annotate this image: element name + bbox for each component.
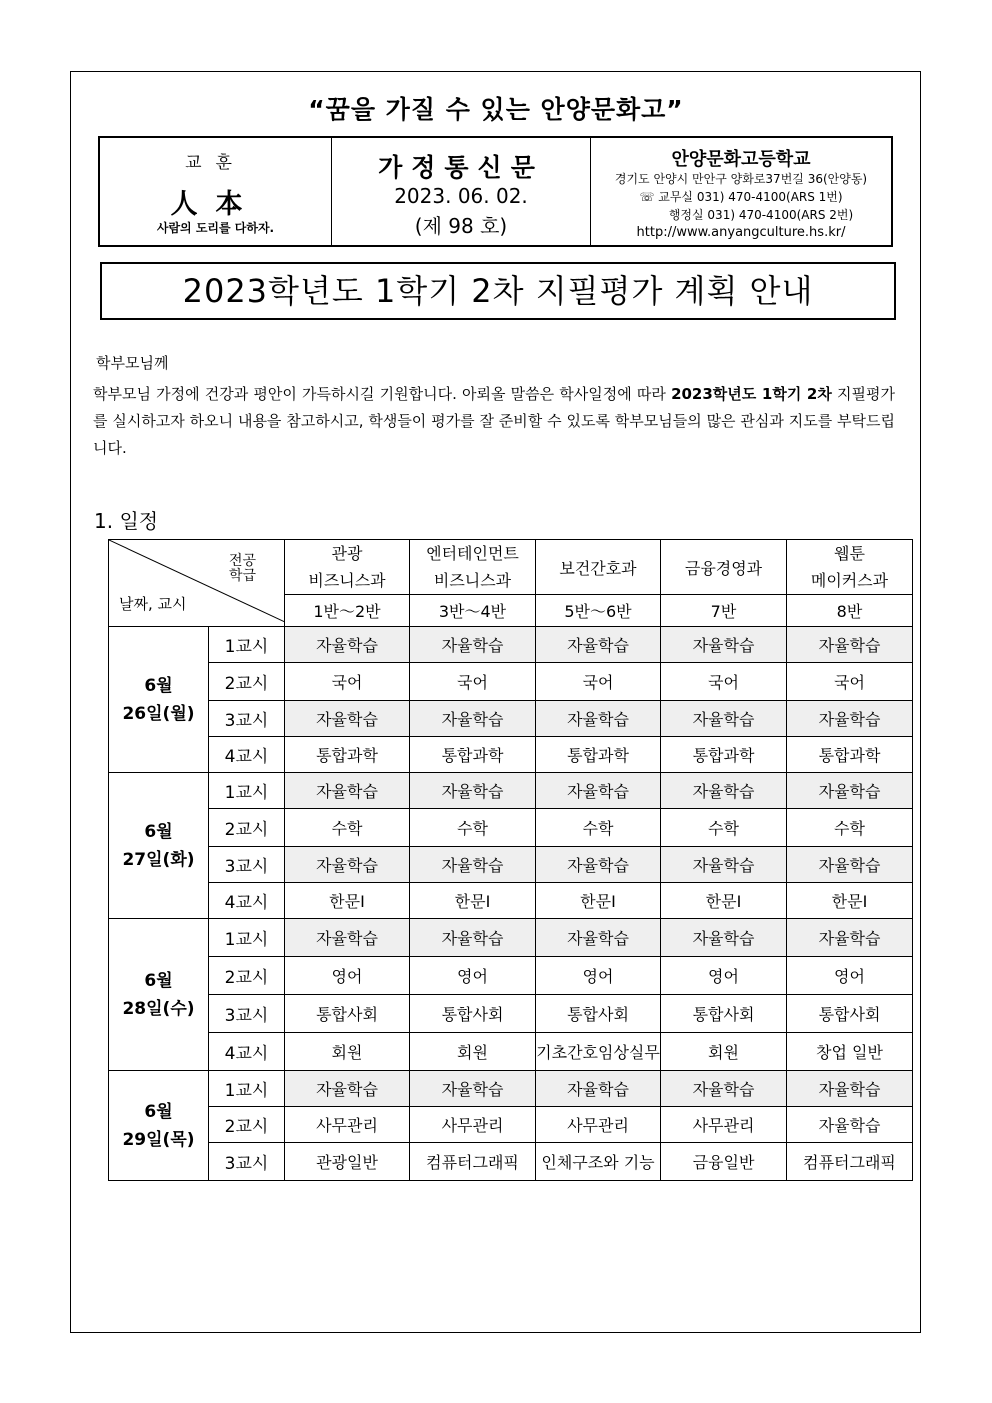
schedule-row <box>109 737 913 773</box>
major-name-line1: 엔터테인먼트 <box>426 544 519 563</box>
subject-cell: 자율학습 <box>285 773 410 809</box>
period-label: 4교시 <box>209 737 285 773</box>
table-corner-cell <box>109 540 285 627</box>
school-phone-office: ☏ 교무실 031) 470-4100(ARS 1번) <box>639 190 843 204</box>
exam-schedule-table <box>108 539 913 1181</box>
exam-date-cell <box>109 919 209 1071</box>
subject-cell: 자율학습 <box>787 773 913 809</box>
notice-block <box>332 138 591 245</box>
exam-day: 29일(목) <box>122 1129 195 1150</box>
schedule-row <box>109 773 913 809</box>
major-header-1 <box>285 540 410 595</box>
period-label: 3교시 <box>209 847 285 883</box>
motto-text: 人本 <box>170 189 261 220</box>
period-label: 3교시 <box>209 995 285 1033</box>
period-label: 2교시 <box>209 663 285 701</box>
school-name: 안양문화고등학교 <box>671 149 811 170</box>
notice-title: 가정통신문 <box>378 153 544 182</box>
subject-cell: 사무관리 <box>661 1107 787 1143</box>
subject-cell: 한문I <box>787 883 913 919</box>
period-label: 2교시 <box>209 809 285 847</box>
period-label: 3교시 <box>209 1143 285 1181</box>
exam-month: 6월 <box>144 1101 173 1122</box>
subject-cell: 자율학습 <box>661 773 787 809</box>
subject-cell: 통합과학 <box>285 737 410 773</box>
subject-cell: 컴퓨터그래픽 <box>787 1143 913 1181</box>
exam-day: 26일(월) <box>122 703 195 724</box>
exam-month: 6월 <box>144 821 173 842</box>
schedule-row <box>109 1033 913 1071</box>
notice-issue-number: (제 98 호) <box>414 214 508 238</box>
major-name-line1: 관광 <box>331 544 363 563</box>
subject-cell: 국어 <box>410 663 536 701</box>
subject-cell: 자율학습 <box>536 627 661 663</box>
subject-cell: 영어 <box>787 957 913 995</box>
subject-cell: 자율학습 <box>410 773 536 809</box>
schedule-row <box>109 919 913 957</box>
subject-cell: 컴퓨터그래픽 <box>410 1143 536 1181</box>
subject-cell: 자율학습 <box>536 1071 661 1107</box>
subject-cell: 자율학습 <box>536 773 661 809</box>
schedule-row <box>109 809 913 847</box>
subject-cell: 국어 <box>787 663 913 701</box>
period-label: 2교시 <box>209 957 285 995</box>
subject-cell: 자율학습 <box>787 1107 913 1143</box>
subject-cell: 수학 <box>787 809 913 847</box>
school-info-block <box>591 138 891 245</box>
school-contact <box>591 170 891 242</box>
subject-cell: 통합사회 <box>410 995 536 1033</box>
period-label: 1교시 <box>209 919 285 957</box>
subject-cell: 금융일반 <box>661 1143 787 1181</box>
subject-cell: 사무관리 <box>536 1107 661 1143</box>
schedule-row <box>109 1143 913 1181</box>
class-range-1: 1반～2반 <box>285 595 410 627</box>
intro-text-2: 지필평가를 실시하고자 하오니 내용을 참고하시고, 학생들이 평가를 잘 준비할 수 있도록 학부모님들의 많은 관심과 지도를 부탁드립니다. <box>93 385 896 457</box>
subject-cell: 자율학습 <box>410 847 536 883</box>
class-range-4: 7반 <box>661 595 787 627</box>
subject-cell: 수학 <box>410 809 536 847</box>
subject-cell: 영어 <box>536 957 661 995</box>
subject-cell: 자율학습 <box>285 1071 410 1107</box>
period-label: 4교시 <box>209 1033 285 1071</box>
subject-cell: 자율학습 <box>787 1071 913 1107</box>
period-label: 1교시 <box>209 627 285 663</box>
letter-header <box>98 136 893 247</box>
subject-cell: 자율학습 <box>661 701 787 737</box>
school-motto-block <box>100 138 332 245</box>
subject-cell: 통합과학 <box>787 737 913 773</box>
subject-cell: 통합사회 <box>536 995 661 1033</box>
exam-month: 6월 <box>144 675 173 696</box>
subject-cell: 자율학습 <box>661 1071 787 1107</box>
subject-cell: 국어 <box>536 663 661 701</box>
subject-cell: 창업 일반 <box>787 1033 913 1071</box>
subject-cell: 사무관리 <box>285 1107 410 1143</box>
subject-cell: 자율학습 <box>285 919 410 957</box>
exam-date-cell <box>109 773 209 919</box>
period-label: 2교시 <box>209 1107 285 1143</box>
exam-day: 28일(수) <box>122 998 195 1019</box>
subject-cell: 자율학습 <box>787 627 913 663</box>
subject-cell: 통합사회 <box>285 995 410 1033</box>
major-name-line1: 웹툰 <box>834 544 865 563</box>
salutation: 학부모님께 <box>96 354 169 372</box>
subject-cell: 자율학습 <box>410 1071 536 1107</box>
subject-cell: 자율학습 <box>787 919 913 957</box>
subject-cell: 영어 <box>661 957 787 995</box>
schedule-row <box>109 701 913 737</box>
exam-day: 27일(화) <box>122 849 195 870</box>
subject-cell: 자율학습 <box>787 847 913 883</box>
schedule-row <box>109 1071 913 1107</box>
period-label: 1교시 <box>209 1071 285 1107</box>
subject-cell: 자율학습 <box>410 701 536 737</box>
subject-cell: 통합과학 <box>536 737 661 773</box>
subject-cell: 국어 <box>285 663 410 701</box>
schedule-row <box>109 627 913 663</box>
subject-cell: 회원 <box>285 1033 410 1071</box>
subject-cell: 국어 <box>661 663 787 701</box>
subject-cell: 자율학습 <box>536 919 661 957</box>
major-header-2 <box>410 540 536 595</box>
school-phone-admin: 행정실 031) 470-4100(ARS 2번) <box>668 208 854 222</box>
class-range-5: 8반 <box>787 595 913 627</box>
subject-cell: 인체구조와 기능 <box>536 1143 661 1181</box>
subject-cell: 통합과학 <box>410 737 536 773</box>
subject-cell: 수학 <box>536 809 661 847</box>
motto-label: 교훈 <box>185 153 246 173</box>
subject-cell: 통합과학 <box>661 737 787 773</box>
subject-cell: 자율학습 <box>285 847 410 883</box>
subject-cell: 자율학습 <box>661 627 787 663</box>
subject-cell: 회원 <box>661 1033 787 1071</box>
subject-cell: 자율학습 <box>536 847 661 883</box>
corner-major-label: 전공 학급 <box>228 553 256 584</box>
subject-cell: 자율학습 <box>410 919 536 957</box>
period-label: 4교시 <box>209 883 285 919</box>
subject-cell: 한문I <box>661 883 787 919</box>
school-website-link[interactable]: http://www.anyangculture.hs.kr/ <box>636 225 846 240</box>
subject-cell: 영어 <box>285 957 410 995</box>
major-header-5 <box>787 540 913 595</box>
corner-date-label: 날짜, 교시 <box>119 595 187 613</box>
subject-cell: 영어 <box>410 957 536 995</box>
exam-month: 6월 <box>144 970 173 991</box>
section-title-schedule: 1. 일정 <box>94 509 159 533</box>
subject-cell: 자율학습 <box>661 919 787 957</box>
subject-cell: 회원 <box>410 1033 536 1071</box>
period-label: 1교시 <box>209 773 285 809</box>
subject-cell: 자율학습 <box>285 701 410 737</box>
subject-cell: 관광일반 <box>285 1143 410 1181</box>
motto-subtitle: 사람의 도리를 다하자. <box>156 221 275 235</box>
schedule-row <box>109 663 913 701</box>
major-header-3: 보건간호과 <box>536 540 661 595</box>
major-name-line2: 메이커스과 <box>810 571 889 590</box>
subject-cell: 자율학습 <box>661 847 787 883</box>
schedule-row <box>109 1107 913 1143</box>
subject-cell: 자율학습 <box>787 701 913 737</box>
intro-paragraph <box>93 381 895 462</box>
school-slogan: “꿈을 가질 수 있는 안양문화고” <box>308 95 684 124</box>
major-header-4: 금융경영과 <box>661 540 787 595</box>
subject-cell: 자율학습 <box>410 627 536 663</box>
subject-cell: 자율학습 <box>536 701 661 737</box>
subject-cell: 한문I <box>410 883 536 919</box>
schedule-row <box>109 847 913 883</box>
class-range-2: 3반～4반 <box>410 595 536 627</box>
notice-date: 2023. 06. 02. <box>394 184 528 208</box>
period-label: 3교시 <box>209 701 285 737</box>
subject-cell: 통합사회 <box>661 995 787 1033</box>
subject-cell: 기초간호임상실무 <box>536 1033 661 1071</box>
school-address: 경기도 안양시 만안구 양화로37번길 36(안양동) <box>614 172 868 186</box>
class-range-3: 5반～6반 <box>536 595 661 627</box>
intro-bold: 2023학년도 1학기 2차 <box>671 385 832 403</box>
schedule-row <box>109 883 913 919</box>
exam-date-cell <box>109 1071 209 1181</box>
subject-cell: 자율학습 <box>285 627 410 663</box>
subject-cell: 수학 <box>661 809 787 847</box>
exam-date-cell <box>109 627 209 773</box>
intro-text-1: 학부모님 가정에 건강과 평안이 가득하시길 기원합니다. 아뢰올 말씀은 학사일정에 따라 <box>93 385 672 403</box>
schedule-row <box>109 957 913 995</box>
subject-cell: 한문I <box>285 883 410 919</box>
subject-cell: 한문I <box>536 883 661 919</box>
subject-cell: 통합사회 <box>787 995 913 1033</box>
document-title: 2023학년도 1학기 2차 지필평가 계획 안내 <box>100 262 896 320</box>
subject-cell: 사무관리 <box>410 1107 536 1143</box>
schedule-row <box>109 995 913 1033</box>
major-name-line2: 비즈니스과 <box>433 571 512 590</box>
major-name-line2: 비즈니스과 <box>308 571 386 590</box>
subject-cell: 수학 <box>285 809 410 847</box>
